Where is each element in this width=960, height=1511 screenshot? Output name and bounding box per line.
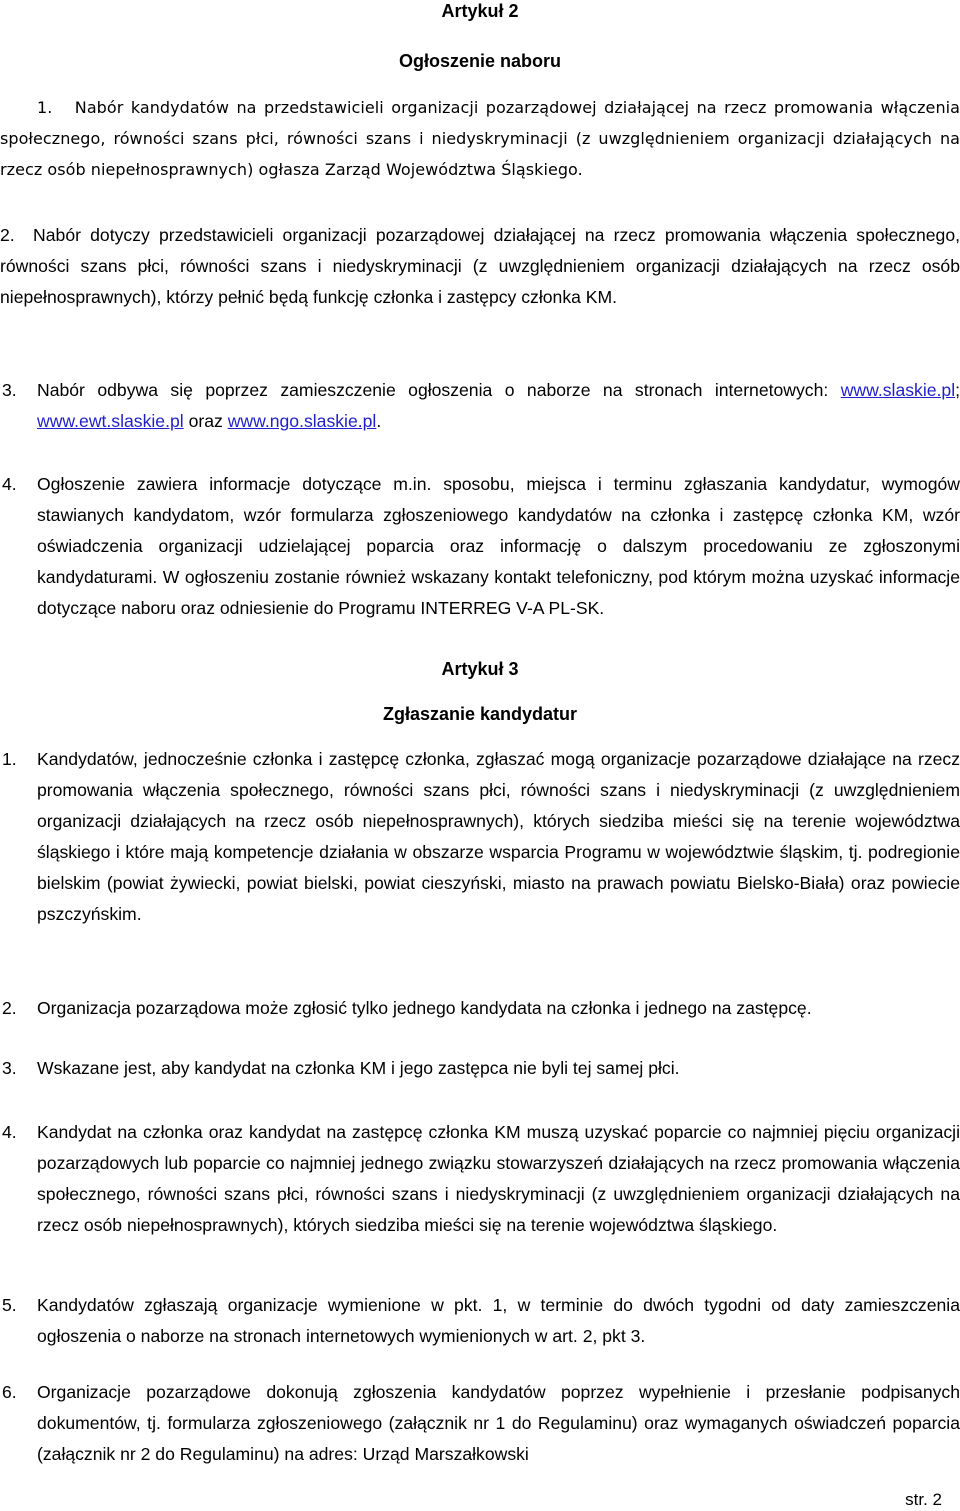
art3-item-3 <box>0 1053 960 1084</box>
art3-item-1 <box>0 744 960 930</box>
link-slaskie[interactable]: www.slaskie.pl <box>840 380 956 400</box>
article-2-subtitle: Ogłoszenie naboru <box>398 51 562 71</box>
art3-item-5-text: Kandydatów zgłaszają organizacje wymienione w pkt. 1, w terminie do dwóch tygodni od daty zamieszczenia ogłoszenia o naborze na stronach internetowych wymienionych w art. 2, pkt 3. <box>37 1295 960 1346</box>
art3-item-4-num: 4. <box>2 1122 17 1142</box>
art3-item-6-num: 6. <box>2 1382 17 1402</box>
art3-item-2-text: Organizacja pozarządowa może zgłosić tylko jednego kandydata na członka i jednego na zastępcę. <box>37 998 812 1018</box>
art2-item-2-text: 2. Nabór dotyczy przedstawicieli organizacji pozarządowej działającej na rzecz promowania włączenia społecznego, równości szans płci, równości szans i niedyskryminacji (z uwzględnieniem organizacji działających na rzecz osób niepełnosprawnych), którzy pełnić będą funkcję członka i zastępcy członka KM. <box>0 225 960 307</box>
art3-item-6 <box>0 1377 960 1470</box>
art2-item-2 <box>0 220 960 313</box>
art2-item-4-num: 4. <box>2 474 17 494</box>
art3-item-1-num: 1. <box>2 749 17 769</box>
art3-item-5-num: 5. <box>2 1295 17 1315</box>
art2-item-3-num: 3. <box>2 380 17 400</box>
art2-item-1-text: 1. Nabór kandydatów na przedstawicieli organizacji pozarządowej działającej na rzecz promowania włączenia społecznego, równości szans płci, równości szans i niedyskryminacji (z uwzględnieniem organizacji działających na rzecz osób niepełnosprawnych) ogłasza Zarząd Województwa Śląskiego. <box>0 98 960 179</box>
link-ngo-slaskie[interactable]: www.ngo.slaskie.pl <box>227 411 377 431</box>
art3-item-4 <box>0 1117 960 1241</box>
art2-item-4 <box>0 469 960 624</box>
art2-item-1 <box>0 92 960 185</box>
art3-item-6-text: Organizacje pozarządowe dokonują zgłoszenia kandydatów poprzez wypełnienie i przesłanie podpisanych dokumentów, tj. formularza zgłoszeniowego (załącznik nr 1 do Regulaminu) oraz wymaganych oświadczeń poparcia (załącznik nr 2 do Regulaminu) na adres: Urząd Marszałkowski <box>37 1382 960 1464</box>
art3-item-4-text: Kandydat na członka oraz kandydat na zastępcę członka KM muszą uzyskać poparcie co najmniej pięciu organizacji pozarządowych lub poparcie co najmniej jednego związku stowarzyszeń działających na rzecz promowania włączenia społecznego, równości szans płci, równości szans i niedyskryminacji (z uwzględnieniem organizacji działających na rzecz osób niepełnosprawnych), których siedziba mieści się na terenie województwa śląskiego. <box>37 1122 960 1235</box>
art2-item-3-text: Nabór odbywa się poprzez zamieszczenie ogłoszenia o naborze na stronach internetowych: www.slaskie.pl; www.ewt.slaskie.pl oraz www.ngo.slaskie.pl. <box>37 380 960 431</box>
article-2-title: Artykuł 2 <box>441 1 519 21</box>
article-3-title: Artykuł 3 <box>441 659 519 679</box>
art3-item-5 <box>0 1290 960 1352</box>
art3-item-3-text: Wskazane jest, aby kandydat na członka KM i jego zastępca nie byli tej samej płci. <box>37 1058 680 1078</box>
art2-item-3 <box>0 375 960 437</box>
page-number: str. 2 <box>905 1490 942 1509</box>
art2-item-4-text: Ogłoszenie zawiera informacje dotyczące m.in. sposobu, miejsca i terminu zgłaszania kandydatur, wymogów stawianych kandydatom, wzór formularza zgłoszeniowego kandydatów na członka i zastępcę członka KM, wzór oświadczenia organizacji udzielającej poparcia oraz informację o dalszym procedowaniu ze zgłoszonymi kandydaturami. W ogłoszeniu zostanie również wskazany kontakt telefoniczny, pod którym można uzyskać informacje dotyczące naboru oraz odniesienie do Programu INTERREG V-A PL-SK. <box>37 474 960 618</box>
art3-item-2 <box>0 993 960 1024</box>
art3-item-1-text: Kandydatów, jednocześnie członka i zastępcę członka, zgłaszać mogą organizacje pozarządowe działające na rzecz promowania włączenia społecznego, równości szans płci, równości szans i niedyskryminacji (z uwzględnieniem organizacji działających na rzecz osób niepełnosprawnych), których siedziba mieści się na terenie województwa śląskiego i które mają kompetencje działania w obszarze wsparcia Programu w województwie śląskim, tj. podregionie bielskim (powiat żywiecki, powiat bielski, powiat cieszyński, miasto na prawach powiatu Bielsko-Biała) oraz powiecie pszczyńskim. <box>37 749 960 924</box>
art3-item-3-num: 3. <box>2 1058 17 1078</box>
art3-item-2-num: 2. <box>2 998 17 1018</box>
link-ewt-slaskie[interactable]: www.ewt.slaskie.pl <box>37 411 184 431</box>
article-3-subtitle: Zgłaszanie kandydatur <box>382 704 578 724</box>
